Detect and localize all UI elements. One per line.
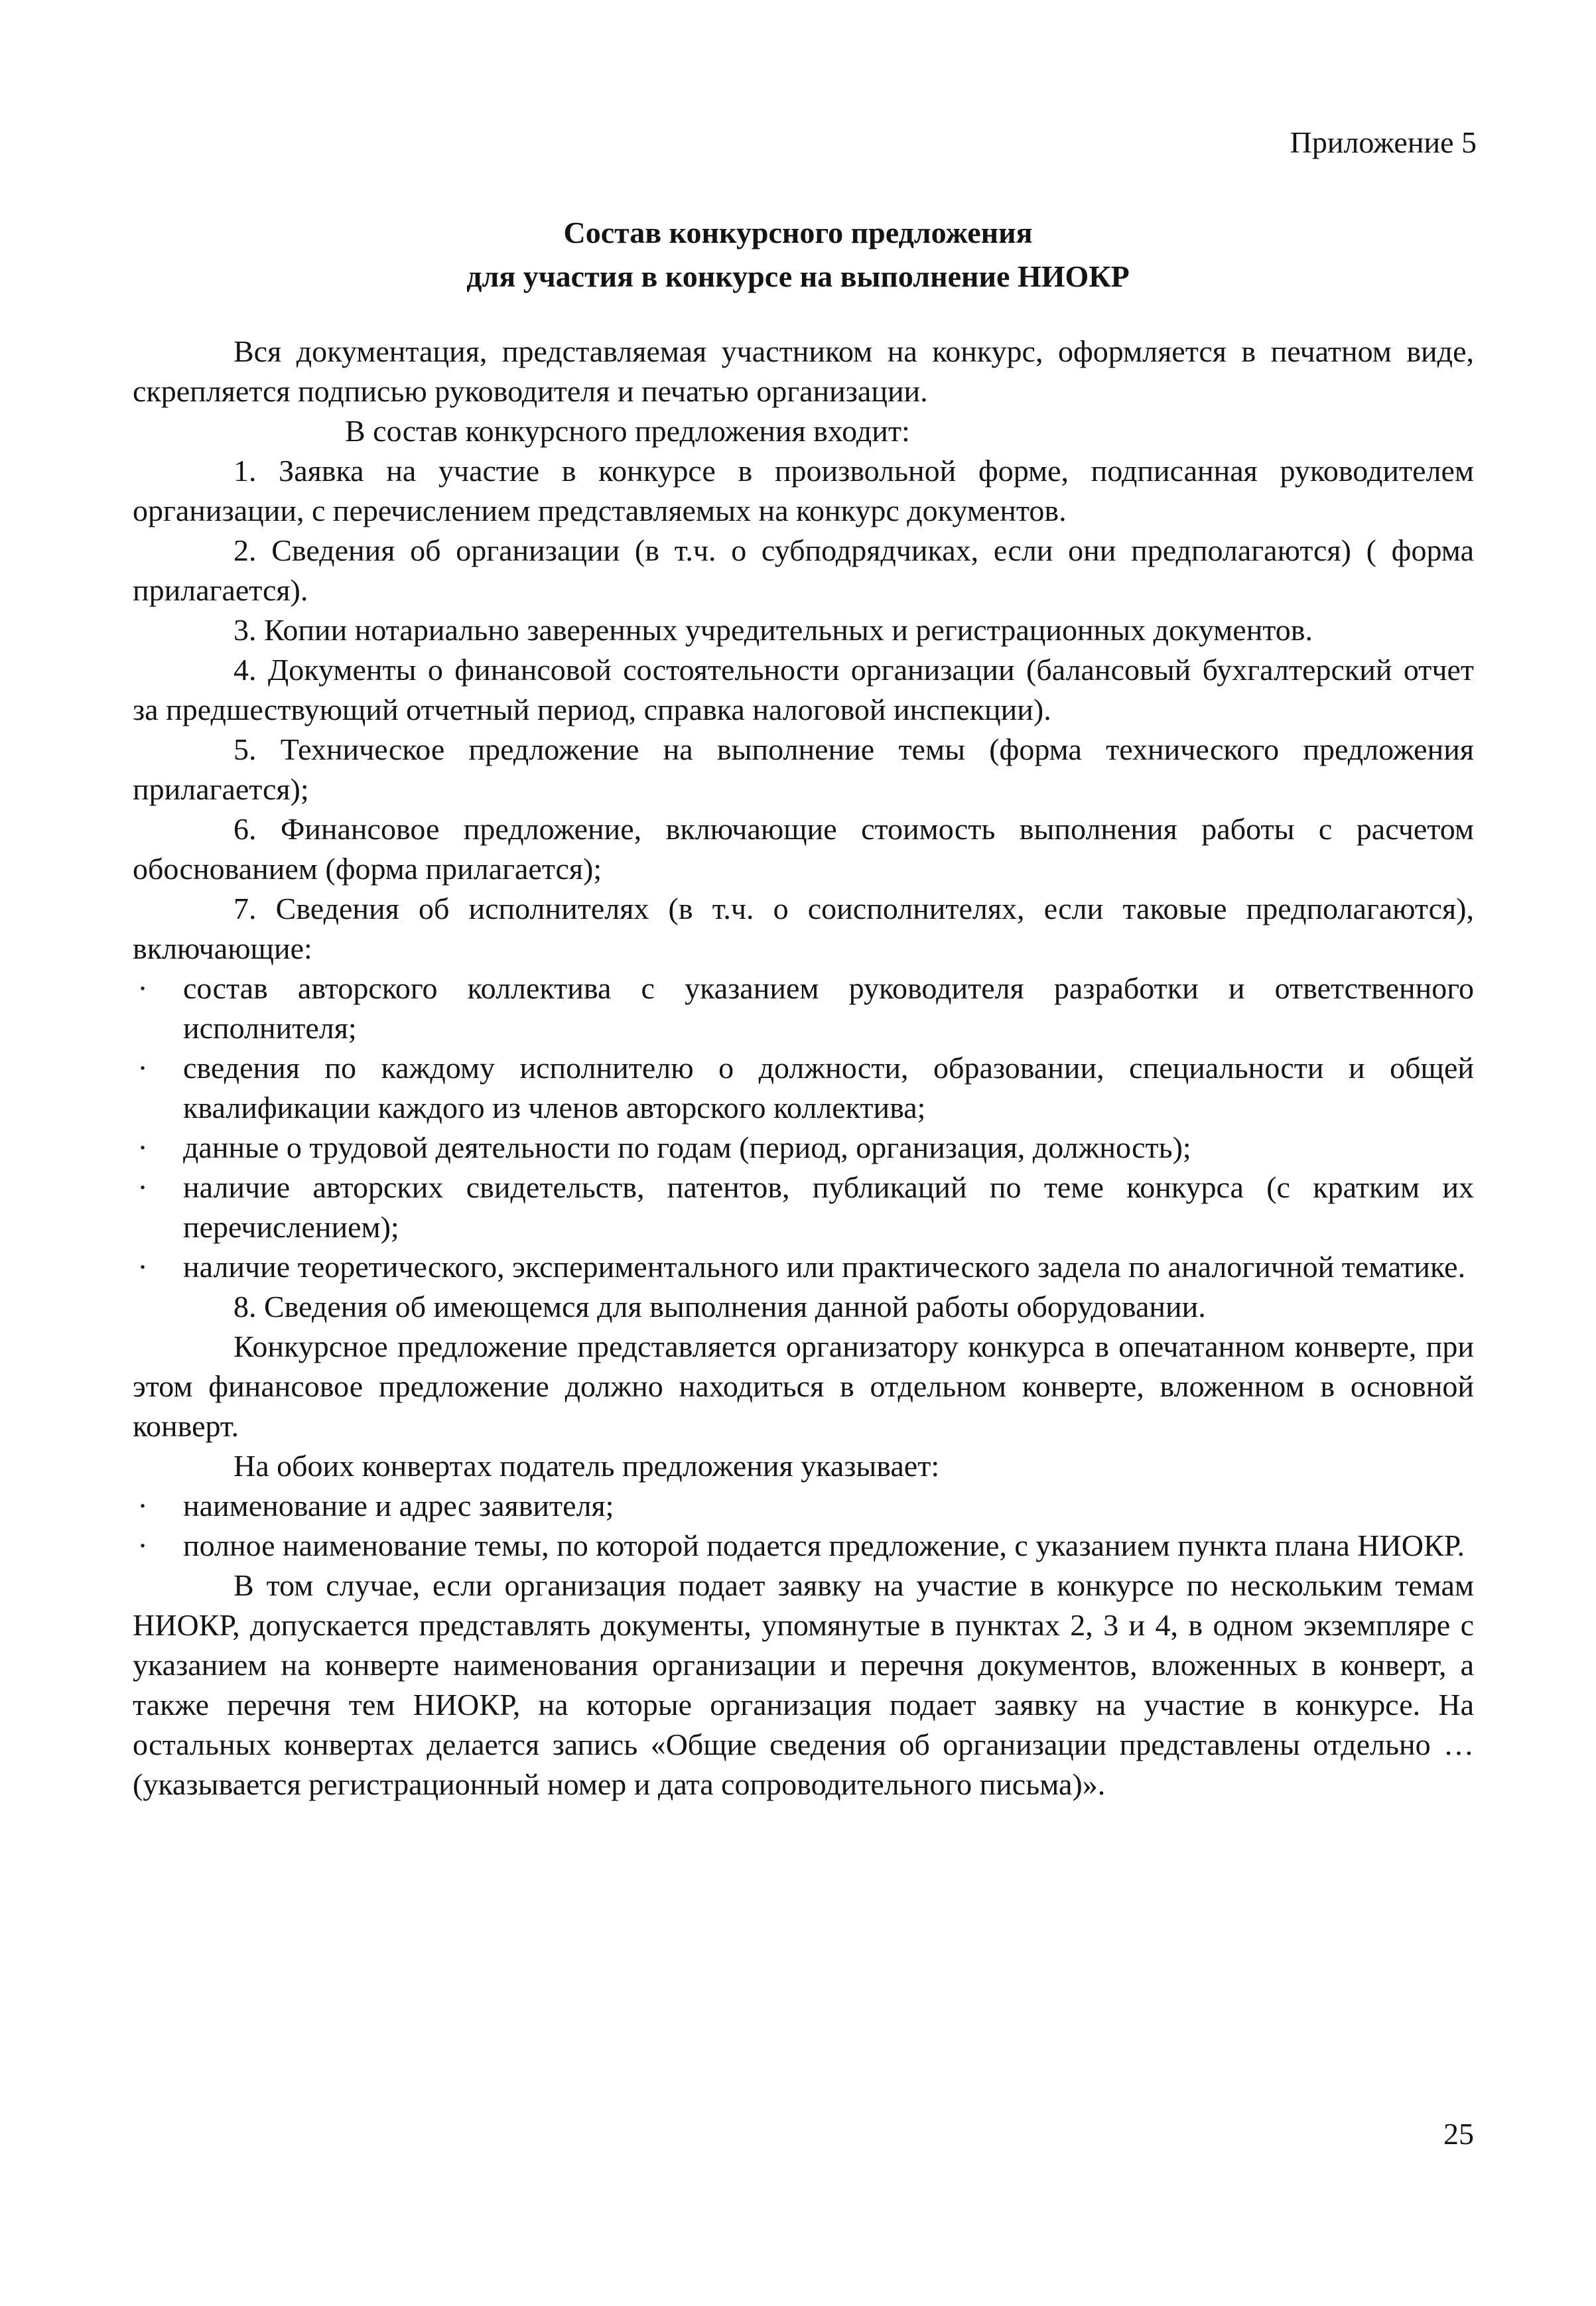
item-2: 2. Сведения об организации (в т.ч. о субподрядчиках, если они предполагаются) ( форма прилагается). [133,533,1474,607]
item-6: 6. Финансовое предложение, включающие стоимость выполнения работы с расчетом обоснованием (форма прилагается); [133,812,1474,886]
item-8: 8. Сведения об имеющемся для выполнения данной работы оборудовании. [233,1290,1206,1323]
list-item [133,1247,1474,1287]
envelope-bullet-list [133,1486,1474,1566]
bullet-text: данные о трудовой деятельности по годам (период, организация, должность); [183,1130,1191,1164]
bullet-mark: · [137,1170,148,1204]
document-body [133,332,1474,1804]
appendix-label: Приложение 5 [1290,125,1477,159]
list-item [133,1128,1474,1168]
item-1: 1. Заявка на участие в конкурсе в произвольной форме, подписанная руководителем организации, с перечислением представляемых на конкурс документов. [133,454,1474,527]
title-line-2: для участия в конкурсе на выполнение НИОКР [466,259,1130,293]
bullet-text: наименование и адрес заявителя; [183,1489,614,1523]
envelope-paragraph: Конкурсное предложение представляется организатору конкурса в опечатанном конверте, при этом финансовое предложение должно находиться в отдельном конверте, вложенном в основной конверт. [133,1329,1474,1443]
title-line-1: Состав конкурсного предложения [563,216,1033,249]
item-7: 7. Сведения об исполнителях (в т.ч. о соисполнителях, если таковые предполагаются), включающие: [133,892,1474,965]
list-item [133,1168,1474,1247]
multiple-topics-paragraph: В том случае, если организация подает заявку на участие в конкурсе по нескольким темам НИОКР, допускается представлять документы, упомянутые в пунктах 2, 3 и 4, в одном экземпляре с указанием на конверте наименования организации и перечня документов, вложенных в конверт, а также перечня тем НИОКР, на которые организация подает заявку на участие в конкурсе. На остальных конвертах делается запись «Общие сведения об организации представлены отдельно … (указывается регистрационный номер и дата сопроводительного письма)». [133,1568,1474,1801]
bullet-text: полное наименование темы, по которой подается предложение, с указанием пункта плана НИОКР. [183,1528,1465,1562]
list-item [133,1486,1474,1526]
page-number: 25 [1443,2117,1474,2151]
bullet-mark: · [137,1528,148,1562]
item-4: 4. Документы о финансовой состоятельности организации (балансовый бухгалтерский отчет за предшествующий отчетный период, справка налоговой инспекции). [133,653,1474,726]
bullet-mark: · [137,1489,148,1523]
both-envelopes-paragraph: На обоих конвертах податель предложения указывает: [233,1449,940,1483]
bullet-mark: · [137,971,148,1005]
list-item [133,1526,1474,1566]
list-item [133,1048,1474,1128]
bullet-mark: · [137,1051,148,1085]
composition-heading: В состав конкурсного предложения входит: [345,414,910,448]
item-5: 5. Техническое предложение на выполнение темы (форма технического предложения прилагается); [133,732,1474,806]
bullet-text: наличие теоретического, экспериментального или практического задела по аналогичной тематике. [183,1250,1466,1284]
bullet-text: состав авторского коллектива с указанием руководителя разработки и ответственного исполнителя; [183,971,1474,1045]
bullet-text: наличие авторских свидетельств, патентов, публикаций по теме конкурса (с кратким их перечислением); [183,1170,1474,1244]
executor-bullet-list [133,969,1474,1287]
bullet-mark: · [137,1130,148,1164]
bullet-text: сведения по каждому исполнителю о должности, образовании, специальности и общей квалификации каждого из членов авторского коллектива; [183,1051,1474,1124]
list-item [133,969,1474,1048]
bullet-mark: · [137,1250,148,1284]
intro-paragraph: Вся документация, представляемая участником на конкурс, оформляется в печатном виде, скрепляется подписью руководителя и печатью организации. [133,334,1474,408]
item-3: 3. Копии нотариально заверенных учредительных и регистрационных документов. [233,613,1313,647]
document-title [0,211,1596,299]
